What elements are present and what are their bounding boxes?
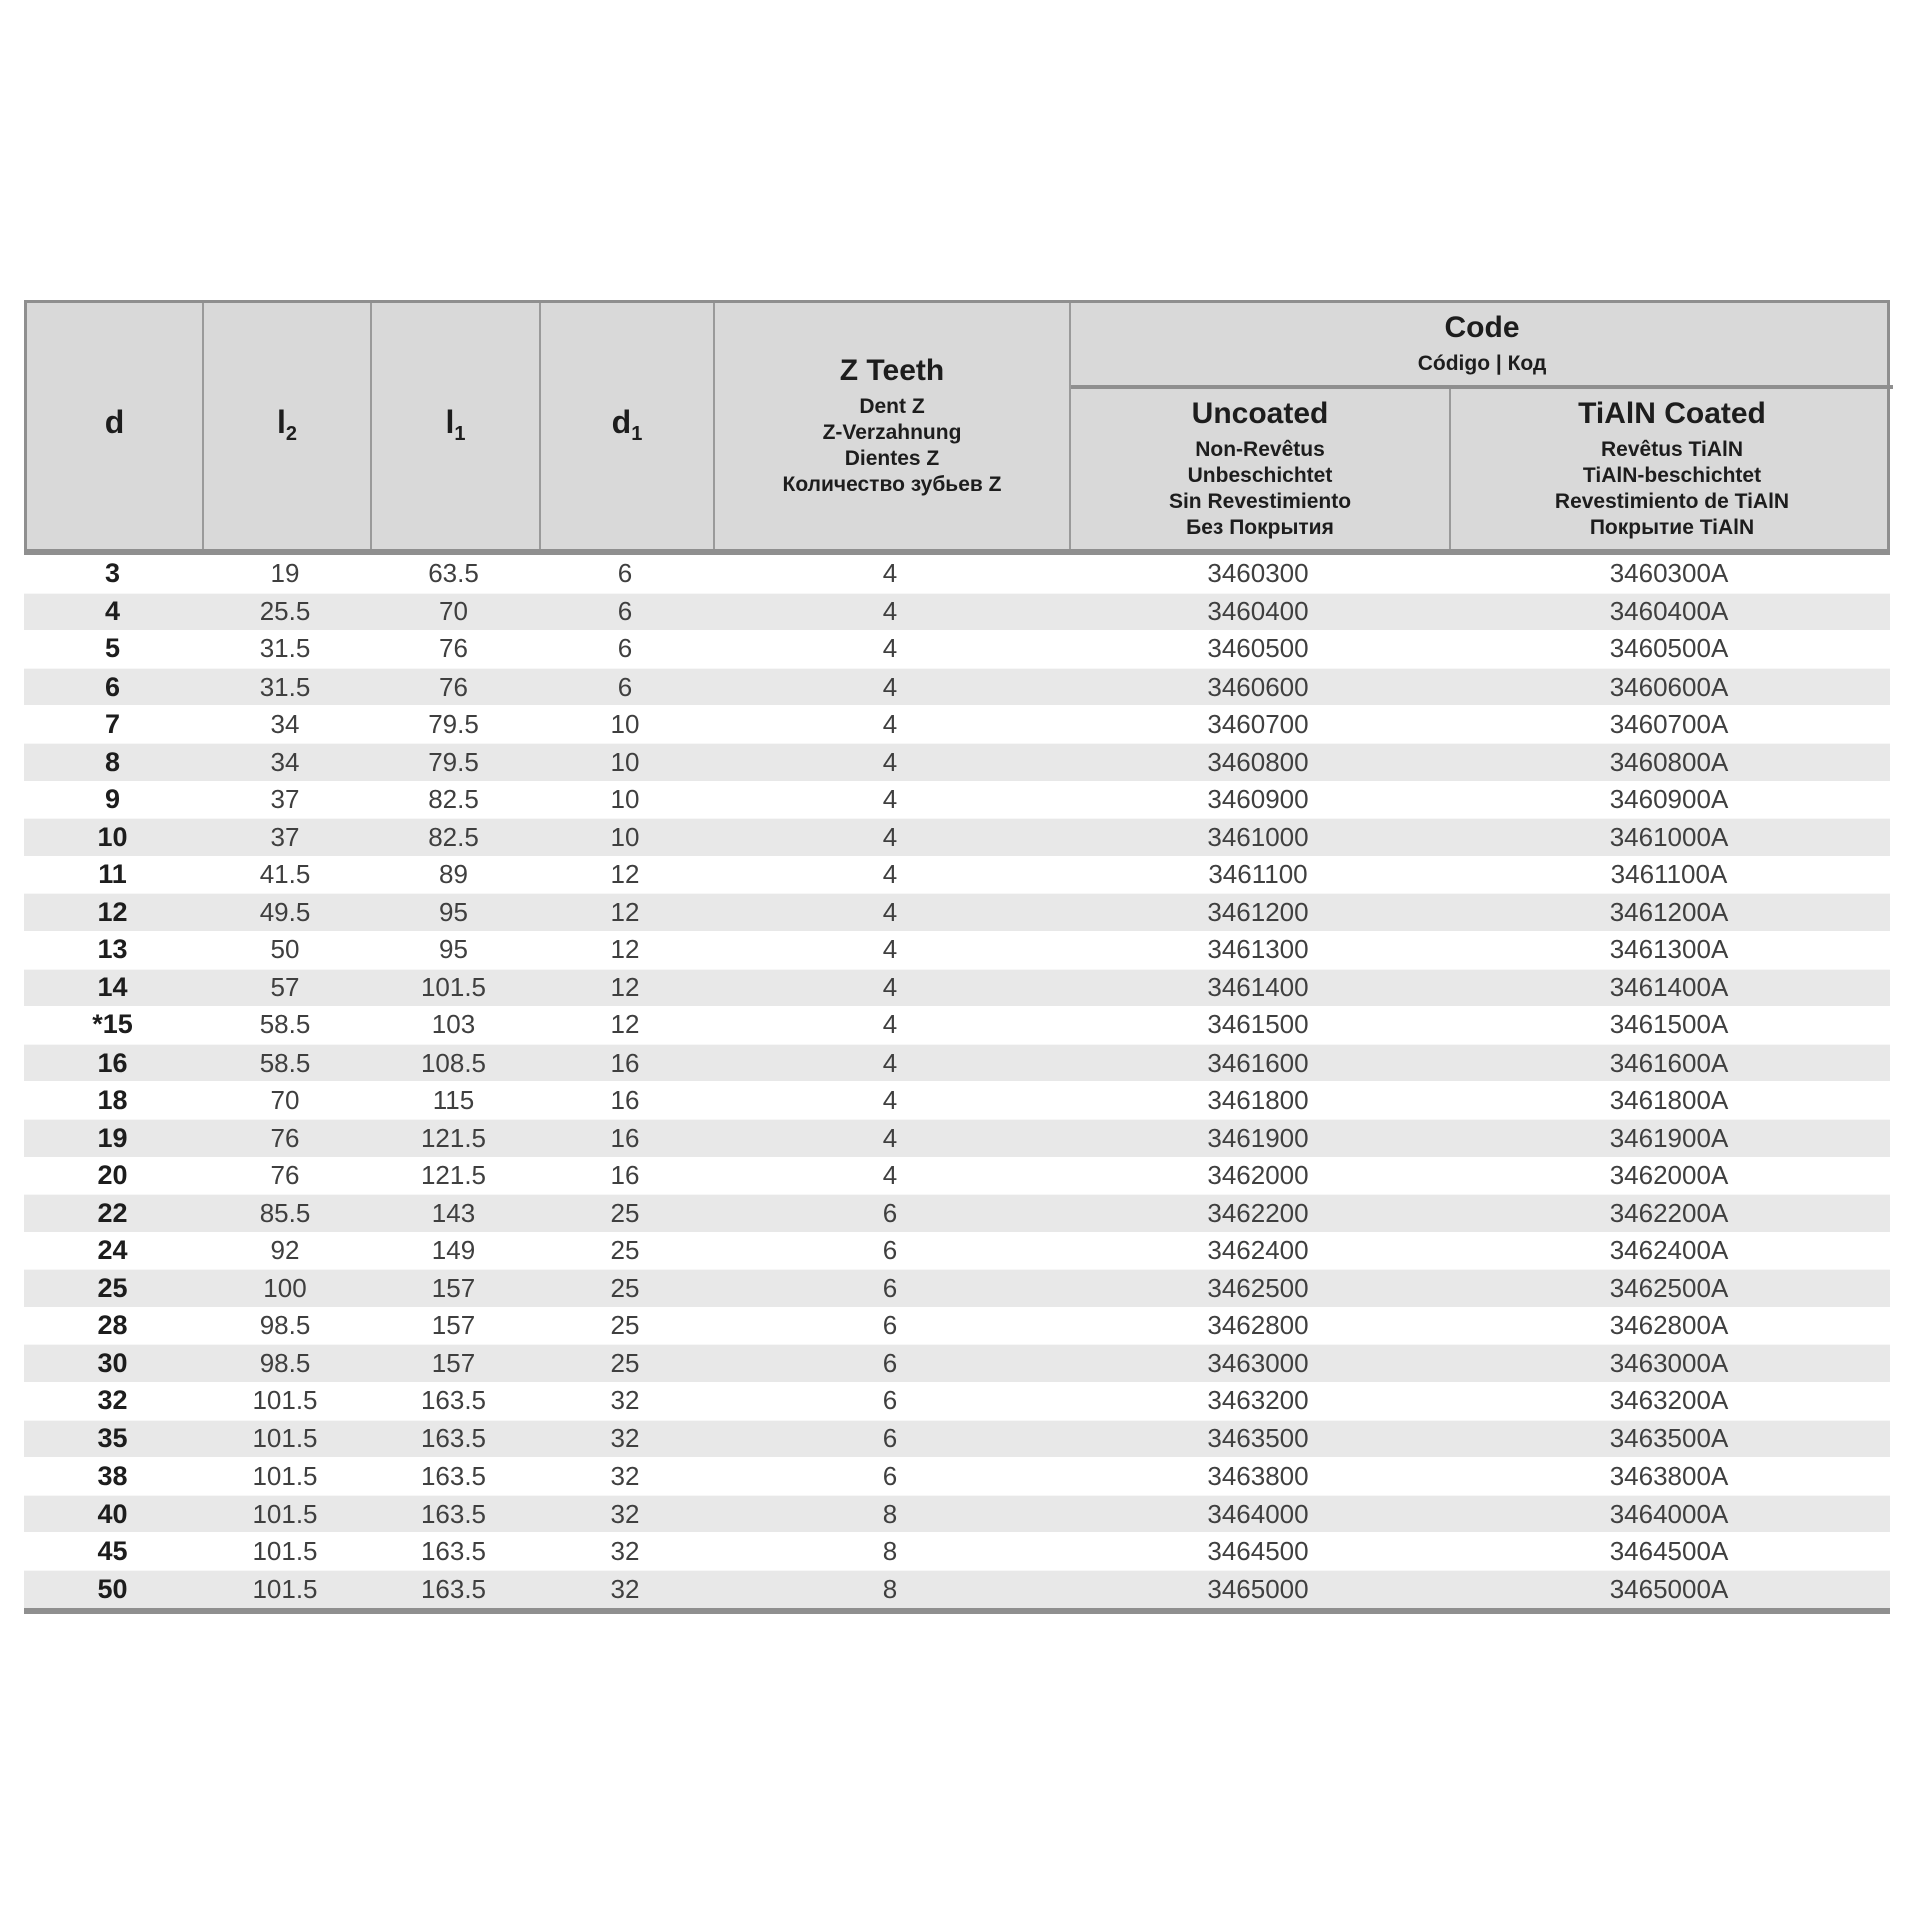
cell-d: *15 [92,1009,133,1040]
table-row [24,1382,1890,1420]
cell-d1: 6 [617,671,633,702]
table-row [24,1570,1890,1608]
cell-l2: 37 [270,783,300,814]
table-row [24,1194,1890,1232]
cell-d1: 32 [610,1385,640,1416]
cell-l2: 57 [270,972,300,1003]
cell-z: 4 [882,972,898,1003]
table-row [24,668,1890,706]
cell-l2: 101.5 [252,1573,318,1604]
product-spec-table [24,300,1890,1614]
cell-d: 12 [97,897,128,928]
cell-l1: 82.5 [428,821,479,852]
cell-uncoated: 3462500 [1207,1273,1309,1304]
cell-coated: 3461600A [1609,1047,1729,1078]
cell-uncoated: 3463000 [1207,1348,1309,1379]
cell-d: 28 [97,1310,128,1341]
cell-z: 4 [882,1159,898,1190]
cell-z: 6 [882,1197,898,1228]
cell-coated: 3463200A [1609,1385,1729,1416]
cell-l2: 101.5 [252,1498,318,1529]
cell-coated: 3460700A [1609,708,1729,739]
cell-uncoated: 3463200 [1207,1385,1309,1416]
cell-uncoated: 3463500 [1207,1423,1309,1454]
cell-d1: 6 [617,596,633,627]
cell-l1: 63.5 [428,558,479,589]
cell-z: 4 [882,633,898,664]
cell-l2: 50 [270,934,300,965]
cell-uncoated: 3462200 [1207,1197,1309,1228]
cell-d1: 25 [610,1273,640,1304]
z-teeth-subtitle-ru: Количество зубьев Z [782,472,1002,496]
z-teeth-title: Z Teeth [839,354,945,388]
cell-d1: 10 [610,821,640,852]
cell-z: 4 [882,1084,898,1115]
cell-l1: 95 [439,934,468,965]
cell-l1: 157 [431,1348,476,1379]
cell-l1: 89 [439,859,468,890]
cell-d: 5 [104,633,121,664]
cell-d: 6 [104,671,121,702]
cell-d1: 6 [617,633,633,664]
cell-coated: 3464000A [1609,1498,1729,1529]
cell-z: 6 [882,1423,898,1454]
cell-d1: 25 [610,1197,640,1228]
cell-coated: 3460800A [1609,746,1729,777]
cell-uncoated: 3463800 [1207,1460,1309,1491]
cell-d: 3 [104,558,121,589]
cell-uncoated: 3461200 [1207,897,1309,928]
column-header-l1: l1 [372,303,541,549]
column-label-l1: l [445,404,455,440]
cell-l2: 31.5 [259,671,311,702]
cell-d: 19 [97,1122,128,1153]
cell-coated: 3460300A [1609,558,1729,589]
table-row [24,705,1890,743]
cell-l1: 101.5 [420,972,487,1003]
cell-coated: 3461100A [1610,859,1728,890]
cell-z: 4 [882,671,898,702]
cell-l2: 70 [270,1084,300,1115]
cell-z: 4 [882,934,898,965]
cell-coated: 3464500A [1609,1535,1729,1566]
column-header-l2: l2 [204,303,372,549]
table-row [24,1420,1890,1458]
cell-l2: 37 [270,821,300,852]
cell-uncoated: 3462800 [1207,1310,1309,1341]
cell-uncoated: 3460500 [1207,633,1309,664]
cell-d: 32 [97,1385,128,1416]
table-row [24,1157,1890,1195]
cell-l1: 121.5 [420,1159,487,1190]
cell-uncoated: 3464500 [1207,1535,1309,1566]
table-row [24,1457,1890,1495]
cell-l1: 157 [431,1273,476,1304]
cell-d: 24 [97,1234,128,1265]
cell-l1: 103 [431,1009,476,1040]
cell-z: 4 [882,746,898,777]
cell-l2: 58.5 [259,1047,311,1078]
cell-d: 7 [104,708,121,739]
table-row [24,1269,1890,1307]
cell-d1: 12 [610,1009,640,1040]
tialn-subtitle-de: TiAlN-beschichtet [1582,463,1762,487]
cell-d1: 25 [610,1310,640,1341]
table-row [24,1344,1890,1382]
cell-uncoated: 3460300 [1207,558,1309,589]
cell-l1: 163.5 [420,1573,487,1604]
table-row [24,1081,1890,1119]
cell-uncoated: 3461900 [1207,1122,1309,1153]
cell-uncoated: 3461300 [1207,934,1309,965]
tialn-subtitle-es: Revestimiento de TiAlN [1554,489,1790,513]
cell-d: 18 [97,1084,128,1115]
cell-coated: 3462500A [1609,1273,1729,1304]
column-label-l2: l [276,404,286,440]
uncoated-subtitle-ru: Без Покрытия [1186,515,1334,539]
cell-d1: 12 [610,972,640,1003]
cell-coated: 3463000A [1609,1348,1729,1379]
table-row [24,781,1890,819]
cell-z: 8 [882,1535,898,1566]
code-subtitle: Código | Код [1417,351,1547,375]
cell-l2: 101.5 [252,1385,318,1416]
column-label-d1: d [611,404,632,440]
cell-l2: 49.5 [259,897,311,928]
table-header [24,300,1890,555]
table-row [24,856,1890,894]
cell-z: 4 [882,783,898,814]
column-label-d: d [104,404,125,440]
cell-l1: 70 [439,596,468,627]
cell-coated: 3460600A [1609,671,1729,702]
cell-coated: 3461000A [1609,821,1729,852]
cell-d1: 32 [610,1573,640,1604]
cell-coated: 3461400A [1609,972,1729,1003]
cell-uncoated: 3461800 [1207,1084,1309,1115]
cell-uncoated: 3461400 [1207,972,1309,1003]
cell-d: 20 [97,1159,128,1190]
cell-z: 4 [882,1047,898,1078]
cell-d1: 10 [610,783,640,814]
cell-d1: 12 [610,934,640,965]
table-row [24,1532,1890,1570]
cell-d: 13 [97,934,128,965]
cell-l2: 34 [270,708,300,739]
cell-l2: 76 [270,1159,300,1190]
table-rows [24,555,1890,1614]
cell-d1: 32 [610,1423,640,1454]
cell-uncoated: 3462400 [1207,1234,1309,1265]
cell-coated: 3461800A [1609,1084,1729,1115]
cell-d: 40 [97,1498,128,1529]
cell-l1: 76 [439,671,468,702]
cell-l1: 163.5 [420,1385,487,1416]
column-header-uncoated [1071,389,1451,549]
uncoated-subtitle-fr: Non-Revêtus [1195,437,1325,461]
cell-z: 4 [882,1009,898,1040]
cell-l2: 31.5 [259,633,311,664]
cell-l2: 25.5 [259,596,311,627]
cell-l2: 76 [270,1122,300,1153]
cell-d1: 16 [610,1047,640,1078]
cell-z: 6 [882,1460,898,1491]
cell-z: 6 [882,1385,898,1416]
cell-z: 4 [882,596,898,627]
cell-l2: 101.5 [252,1423,318,1454]
cell-uncoated: 3460800 [1207,746,1309,777]
table-row [24,893,1890,931]
cell-coated: 3460400A [1609,596,1729,627]
cell-l1: 79.5 [428,746,479,777]
cell-d: 35 [97,1423,128,1454]
cell-l1: 79.5 [428,708,479,739]
cell-z: 6 [882,1273,898,1304]
z-teeth-subtitle-de: Z-Verzahnung [822,420,962,444]
cell-d: 22 [97,1197,128,1228]
table-row [24,818,1890,856]
cell-d1: 32 [610,1498,640,1529]
cell-z: 4 [882,1122,898,1153]
uncoated-subtitle-de: Unbeschichtet [1187,463,1333,487]
cell-l1: 149 [431,1234,476,1265]
cell-l2: 98.5 [259,1348,311,1379]
table-row [24,1495,1890,1533]
cell-l1: 143 [431,1197,476,1228]
cell-uncoated: 3461000 [1207,821,1309,852]
cell-d: 9 [104,783,121,814]
cell-l2: 98.5 [259,1310,311,1341]
column-header-d [27,303,204,549]
cell-d1: 32 [610,1535,640,1566]
cell-d1: 25 [610,1348,640,1379]
cell-d: 11 [98,859,127,890]
cell-d1: 6 [617,558,633,589]
cell-z: 4 [882,708,898,739]
table-row [24,630,1890,668]
cell-d1: 16 [610,1159,640,1190]
cell-d: 50 [97,1573,128,1604]
cell-d1: 16 [610,1084,640,1115]
cell-d: 38 [97,1460,128,1491]
cell-d: 30 [97,1348,128,1379]
table-row [24,1307,1890,1345]
cell-coated: 3460900A [1609,783,1729,814]
table-row [24,555,1890,593]
table-row [24,1119,1890,1157]
tialn-title: TiAlN Coated [1578,397,1766,431]
cell-z: 6 [882,1310,898,1341]
cell-coated: 3465000A [1609,1573,1729,1604]
table-row [24,1232,1890,1270]
cell-d1: 12 [610,859,640,890]
cell-d: 16 [97,1047,128,1078]
cell-l2: 85.5 [259,1197,311,1228]
tialn-subtitle-ru: Покрытие TiAlN [1589,515,1755,539]
cell-d1: 12 [610,897,640,928]
cell-l2: 34 [270,746,300,777]
cell-coated: 3462800A [1609,1310,1729,1341]
cell-l1: 108.5 [420,1047,487,1078]
cell-coated: 3461200A [1609,897,1729,928]
cell-l1: 121.5 [420,1122,487,1153]
cell-uncoated: 3465000 [1207,1573,1309,1604]
cell-coated: 3462200A [1609,1197,1729,1228]
cell-l1: 163.5 [420,1423,487,1454]
tialn-subtitle-fr: Revêtus TiAlN [1601,437,1743,461]
cell-uncoated: 3460600 [1207,671,1309,702]
cell-coated: 3462000A [1609,1159,1729,1190]
cell-uncoated: 3461600 [1207,1047,1309,1078]
column-header-d1: d1 [541,303,715,549]
table-row [24,1006,1890,1044]
cell-l2: 101.5 [252,1535,318,1566]
cell-coated: 3461300A [1609,934,1729,965]
cell-d1: 10 [610,708,640,739]
table-row [24,1044,1890,1082]
cell-l1: 163.5 [420,1535,487,1566]
cell-d1: 25 [610,1234,640,1265]
cell-d: 25 [97,1273,128,1304]
cell-coated: 3461900A [1609,1122,1729,1153]
cell-z: 4 [882,558,898,589]
cell-z: 4 [882,859,898,890]
uncoated-title: Uncoated [1191,397,1329,431]
cell-l1: 82.5 [428,783,479,814]
cell-d: 45 [97,1535,128,1566]
cell-z: 8 [882,1573,898,1604]
cell-l2: 58.5 [259,1009,311,1040]
uncoated-subtitle-es: Sin Revestimiento [1168,489,1352,513]
cell-uncoated: 3461100 [1208,859,1308,890]
cell-d1: 16 [610,1122,640,1153]
cell-uncoated: 3462000 [1207,1159,1309,1190]
cell-d1: 10 [610,746,640,777]
cell-l1: 163.5 [420,1498,487,1529]
cell-z: 6 [882,1348,898,1379]
column-header-tialn-coated [1451,389,1893,549]
cell-l1: 76 [439,633,468,664]
cell-l1: 157 [431,1310,476,1341]
cell-l2: 100 [263,1273,307,1304]
cell-d: 10 [97,821,128,852]
cell-l1: 115 [432,1084,475,1115]
cell-uncoated: 3460400 [1207,596,1309,627]
cell-uncoated: 3464000 [1207,1498,1309,1529]
cell-coated: 3460500A [1609,633,1729,664]
code-title: Code [1444,311,1520,345]
cell-z: 4 [882,897,898,928]
cell-d: 14 [97,972,128,1003]
cell-uncoated: 3460700 [1207,708,1309,739]
cell-coated: 3463500A [1609,1423,1729,1454]
cell-d: 4 [104,596,121,627]
table-row [24,969,1890,1007]
cell-z: 4 [882,821,898,852]
column-header-z-teeth [715,303,1071,549]
cell-d: 8 [104,746,121,777]
cell-d1: 32 [610,1460,640,1491]
table-row [24,931,1890,969]
cell-l2: 41.5 [259,859,311,890]
cell-l2: 19 [270,558,300,589]
z-teeth-subtitle-fr: Dent Z [859,394,925,418]
cell-z: 6 [882,1234,898,1265]
cell-uncoated: 3461500 [1207,1009,1309,1040]
column-header-code [1071,303,1893,389]
cell-coated: 3462400A [1609,1234,1729,1265]
cell-coated: 3463800A [1609,1460,1729,1491]
cell-l1: 95 [439,897,468,928]
cell-l2: 101.5 [252,1460,318,1491]
cell-coated: 3461500A [1609,1009,1729,1040]
z-teeth-subtitle-es: Dientes Z [844,446,940,470]
table-row [24,743,1890,781]
cell-l2: 92 [270,1234,300,1265]
cell-uncoated: 3460900 [1207,783,1309,814]
table-row [24,593,1890,631]
cell-l1: 163.5 [420,1460,487,1491]
cell-z: 8 [882,1498,898,1529]
